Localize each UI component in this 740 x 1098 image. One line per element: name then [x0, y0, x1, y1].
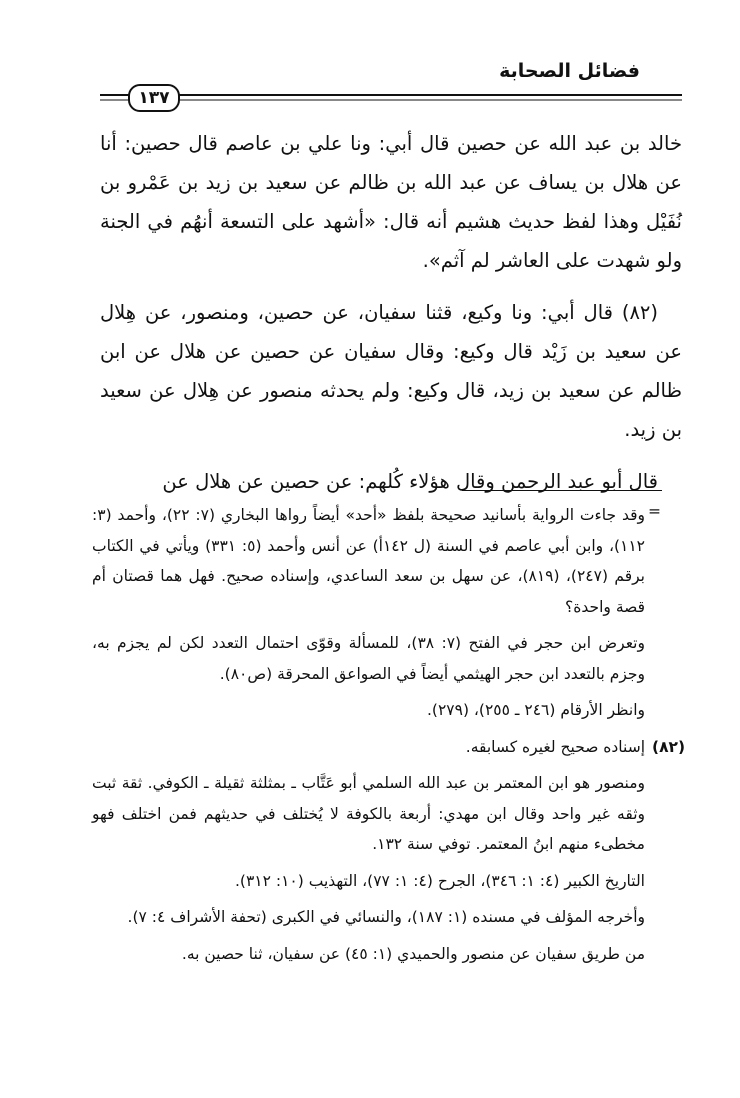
footnote-paragraph-1: وقد جاءت الرواية بأسانيد صحيحة بلفظ «أحد» أيضاً رواها البخاري (٧: ٢٢)، وأحمد (٣: ١١٢)، وابن أبي عاصم في السنة (ل ١٤٢أ) عن أنس وأحمد (٥: ٣٣١) ويأتي في الكتاب برقم (٢٤٧)، (٨١٩)، عن سهل بن سعد الساعدي، وإسناده صحيح. فهل هما قصتان أم قصة واحدة؟ [92, 506, 646, 616]
main-text [100, 124, 682, 514]
footnotes [92, 500, 645, 975]
footnote-paragraph-4: إسناده صحيح لغيره كسابقه. [465, 737, 645, 756]
footnote-paragraph-3: وانظر الأرقام (٢٤٦ ـ ٢٥٥)، (٢٧٩). [426, 701, 645, 719]
running-title: فضائل الصحابة [499, 60, 640, 82]
footnote-paragraph-8: من طريق سفيان عن منصور والحميدي (١: ٤٥) عن سفيان، ثنا حصين به. [181, 944, 645, 963]
body-paragraph-1: خالد بن عبد الله عن حصين قال أبي: ونا علي بن عاصم قال حصين: أنا عن هلال بن يساف عن عبد الله بن ظالم عن سعيد بن زيد بن عَمْرو بن نُفَيْل وهذا لفظ حديث هشيم أنه قال: «أشهد على التسعة أنهُم في الجنة ولو شهدت على العاشر لم آثم». [100, 132, 682, 272]
footnote-separator [462, 490, 662, 491]
page-number: ١٣٧ [128, 84, 180, 112]
footnote-paragraph-5: ومنصور هو ابن المعتمر بن عبد الله السلمي أبو عَتَّاب ـ بمثلثة ثقيلة ـ الكوفي. ثقة ثبت وثقه غير واحد وقال ابن مهدي: أربعة بالكوفة لا يُختلف في حديثهم فمن اختلف فهو مخطىء منهم ابنُ المعتمر. توفي سنة ١٣٢. [92, 774, 645, 853]
footnote-paragraph-2: وتعرض ابن حجر في الفتح (٧: ٣٨)، للمسألة وقوّى احتمال التعدد لكن لم يجزم به، وجزم بالتعدد ابن حجر الهيثمي أيضاً في الصواعق المحرقة (ص٨٠). [92, 634, 645, 683]
footnote-number-82: (٨٢) [652, 738, 686, 756]
body-paragraph-3: قال أبو عبد الرحمن وقال هؤلاء كُلهم: عن حصين عن هلال عن [162, 470, 658, 493]
header-rule [100, 92, 682, 104]
footnote-paragraph-6: التاريخ الكبير (٤: ١: ٣٤٦)، الجرح (٤: ١: ٧٧)، التهذيب (١٠: ٣١٢). [234, 871, 645, 890]
body-paragraph-2: (٨٢) قال أبي: ونا وكيع، قثنا سفيان، عن حصين، ومنصور، عن هِلال عن سعيد بن زَيْد قال وكيع: وقال سفيان عن حصين عن هلال عن ابن ظالم عن سعيد بن زيد، قال وكيع: ولم يحدثه منصور عن هِلال عن سعيد بن زيد. [100, 301, 682, 441]
footnote-paragraph-7: وأخرجه المؤلف في مسنده (١: ١٨٧)، والنسائي في الكبرى (تحفة الأشراف ٤: ٧). [127, 908, 645, 926]
footnote-continuation-mark: = [648, 502, 661, 520]
